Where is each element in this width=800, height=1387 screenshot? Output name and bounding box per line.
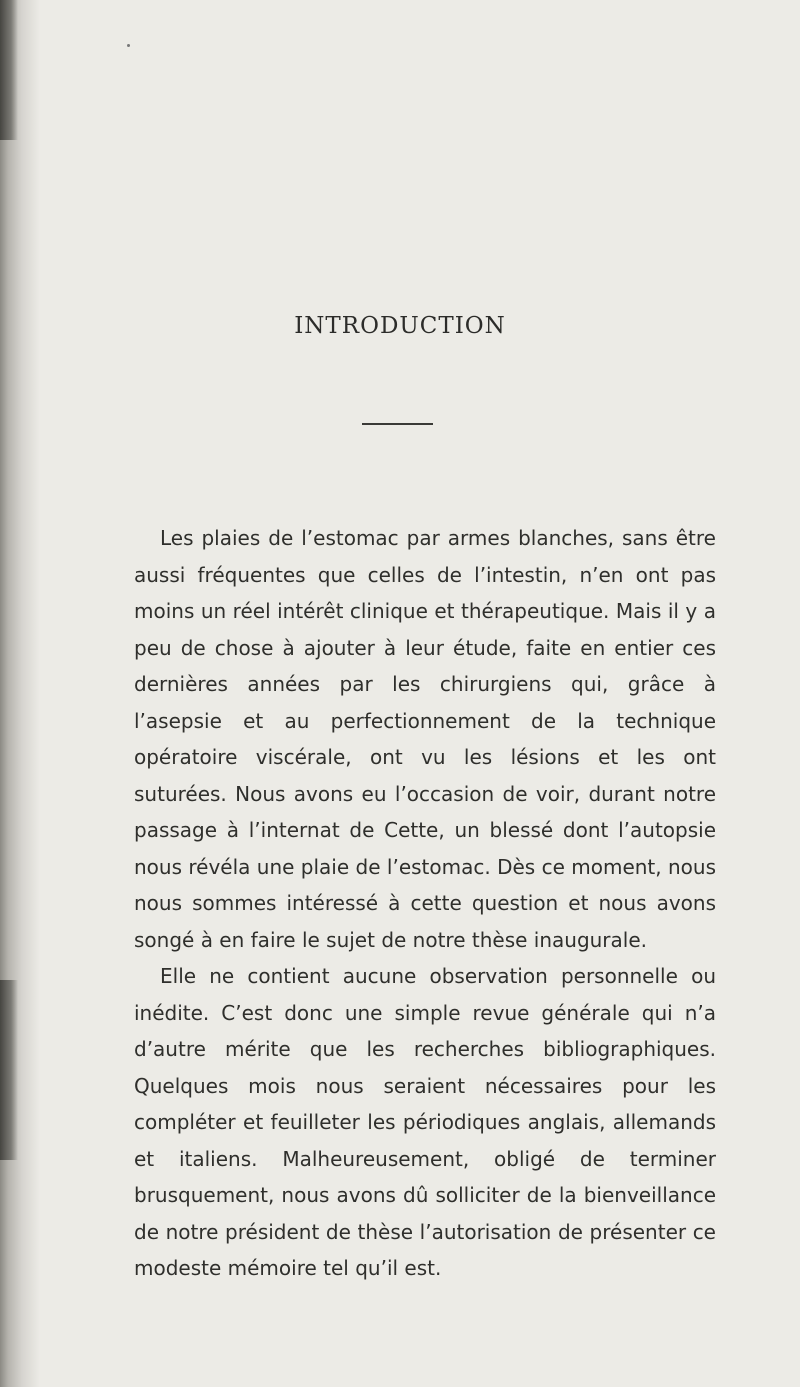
binding-edge-top	[0, 0, 18, 140]
body-text	[134, 520, 716, 1287]
page-title: INTRODUCTION	[294, 313, 506, 339]
paper-speck	[127, 44, 130, 47]
page-binding-shadow	[0, 0, 40, 1387]
paragraph-1: Les plaies de l’estomac par armes blanches, sans être aussi fréquentes que celles de l’intestin, n’en ont pas moins un réel intérêt clinique et thérapeutique. Mais il y a peu de chose à ajouter à leur étude, faite en entier ces dernières années par les chirurgiens qui, grâce à l’asepsie et au perfectionnement de la technique opératoire viscérale, ont vu les lésions et les ont suturées. Nous avons eu l’occasion de voir, durant notre passage à l’internat de Cette, un blessé dont l’autopsie nous révéla une plaie de l’estomac. Dès ce moment, nous nous sommes intéressé à cette question et nous avons songé à en faire le sujet de notre thèse inaugurale.	[134, 526, 716, 952]
paragraph-2: Elle ne contient aucune observation personnelle ou inédite. C’est donc une simple revue générale qui n’a d’autre mérite que les recherches bibliographiques. Quelques mois nous seraient nécessaires pour les compléter et feuilleter les périodiques anglais, allemands et italiens. Malheureusement, obligé de terminer brusquement, nous avons dû solliciter de la bienveillance de notre président de thèse l’autorisation de présenter ce modeste mémoire tel qu’il est.	[134, 964, 716, 1280]
title-divider	[362, 423, 433, 425]
binding-edge-bottom	[0, 980, 18, 1160]
